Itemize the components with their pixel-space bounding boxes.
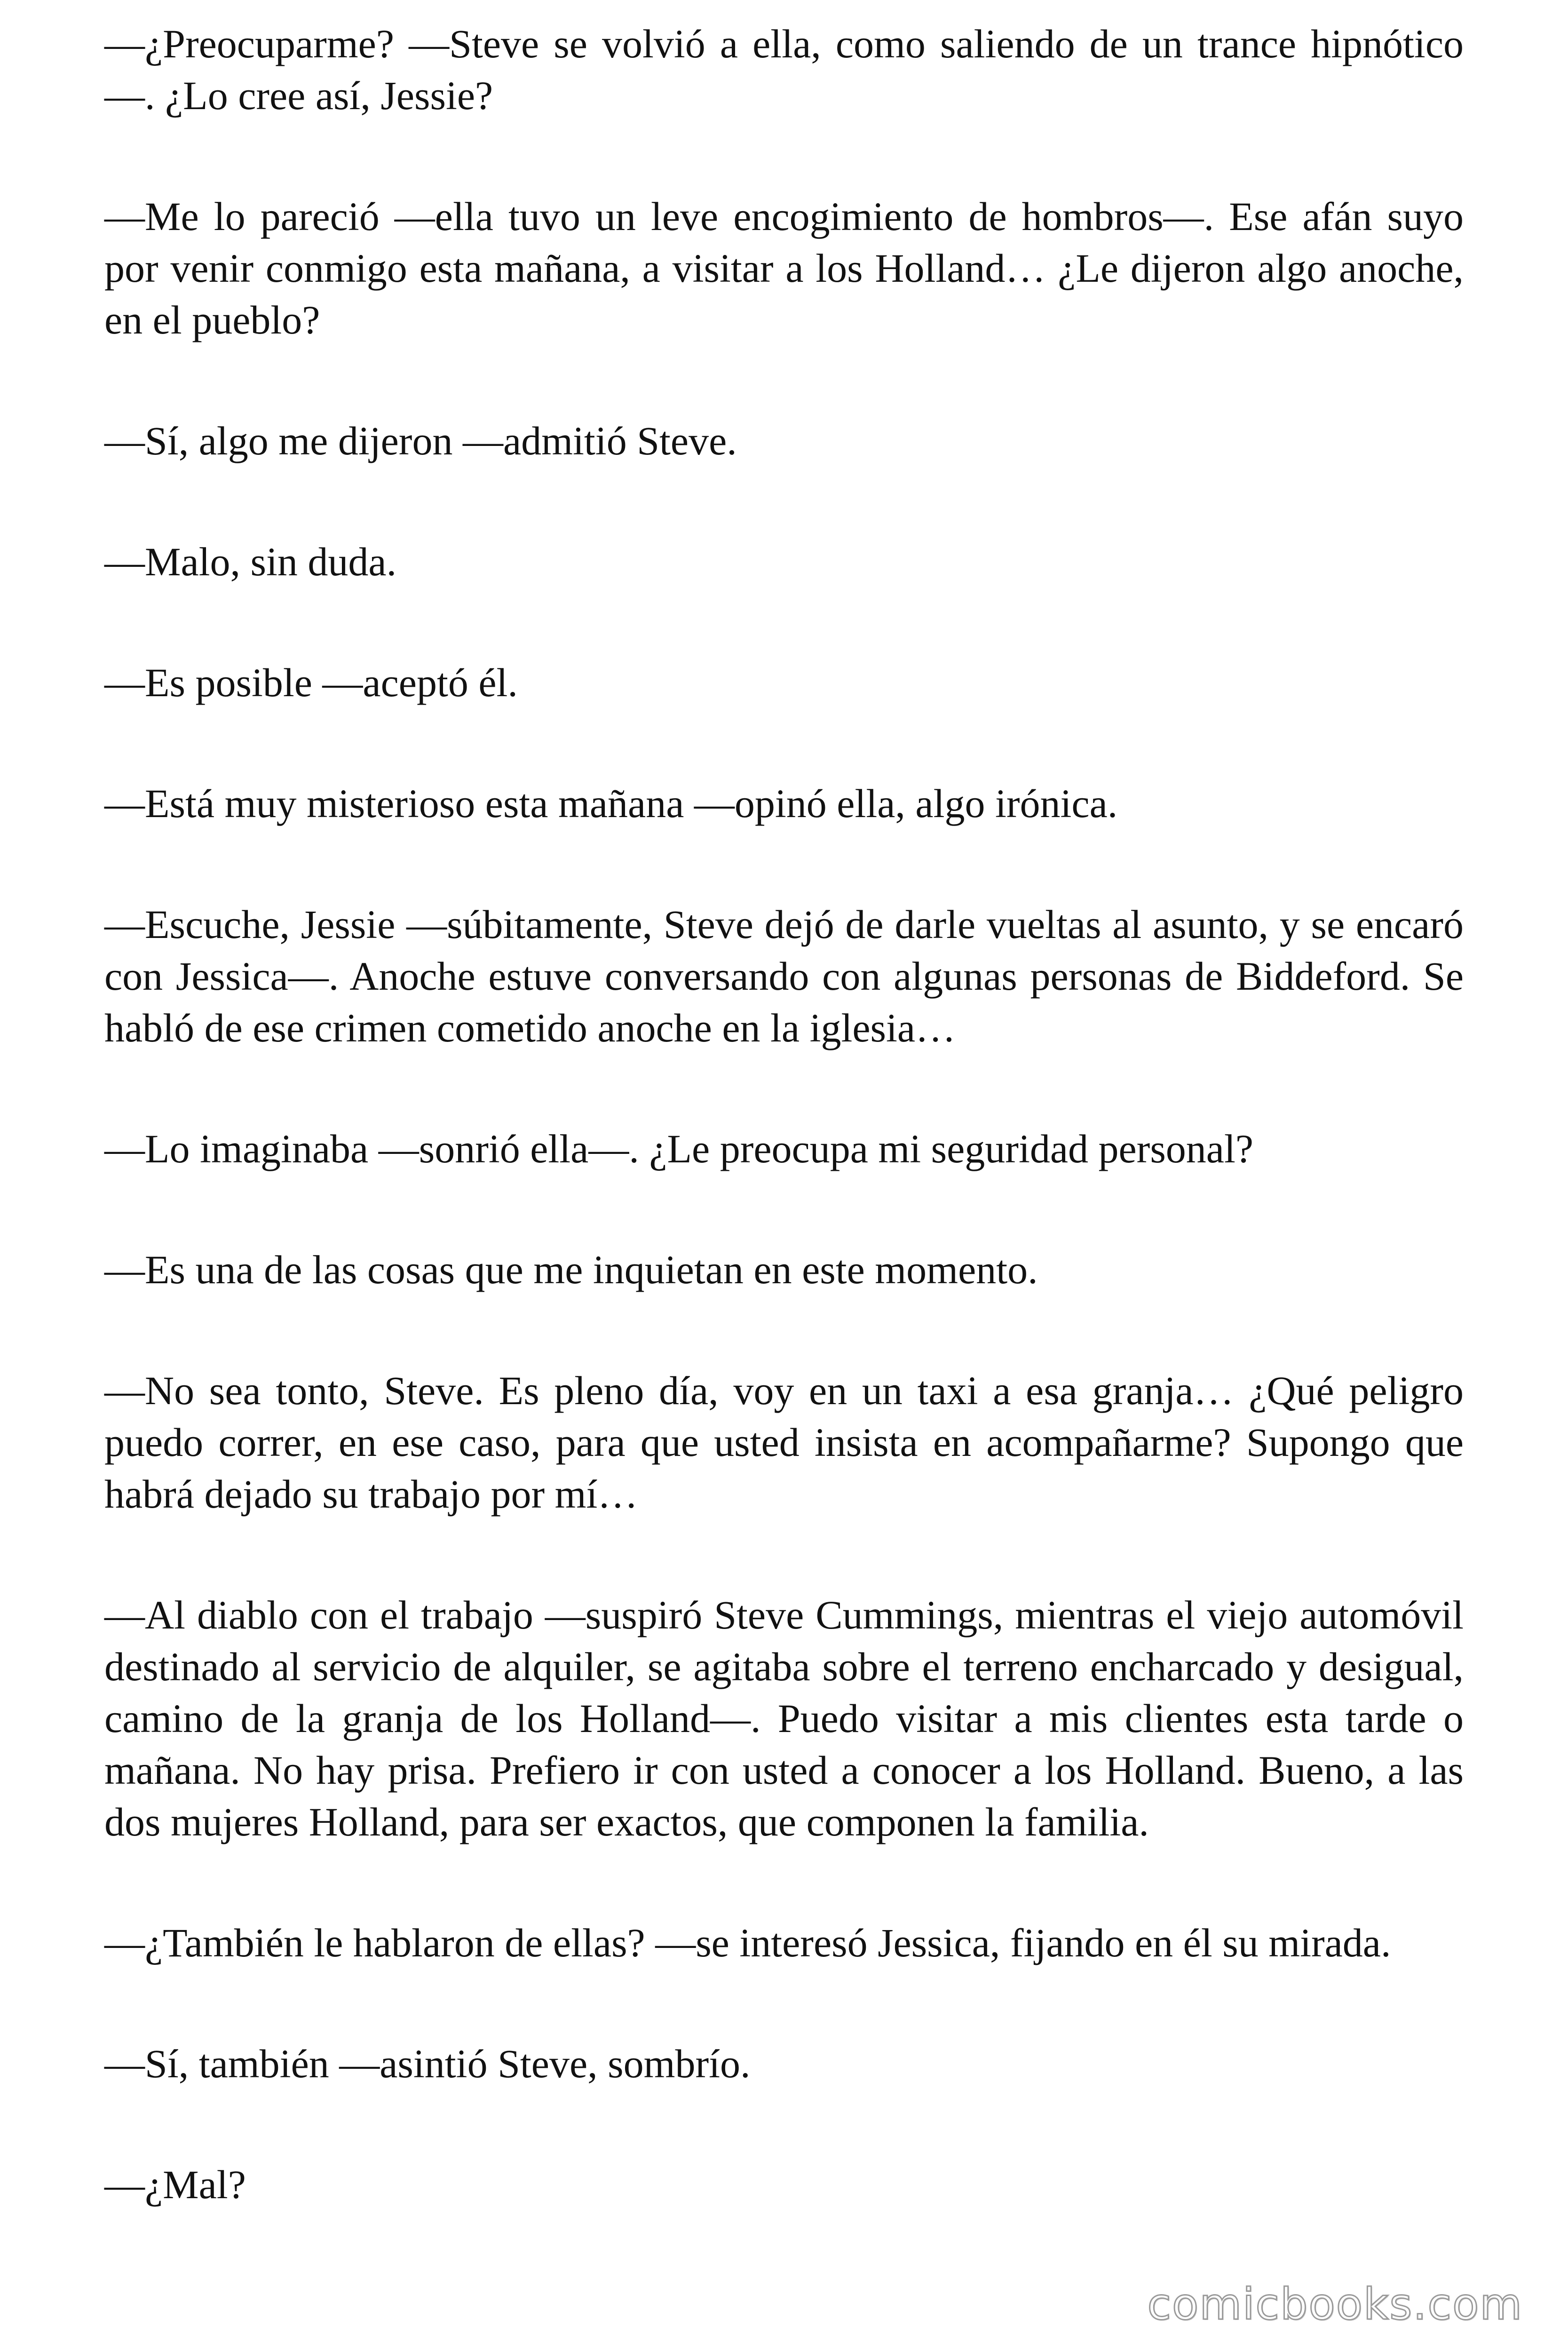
paragraph-14: —¿Mal?	[104, 2162, 246, 2207]
paragraph-4: —Malo, sin duda.	[104, 539, 397, 584]
page-text	[104, 18, 1464, 2210]
paragraph-2: —Me lo pareció —ella tuvo un leve encogimiento de hombros—. Ese afán suyo por venir conmigo esta mañana, a visitar a los Holland… ¿Le dijeron algo anoche, en el pueblo?	[104, 194, 1464, 342]
paragraph-10: —No sea tonto, Steve. Es pleno día, voy en un taxi a esa granja… ¿Qué peligro puedo correr, en ese caso, para que usted insista en acompañarme? Supongo que habrá dejado su trabajo por mí…	[104, 1368, 1464, 1517]
paragraph-11: —Al diablo con el trabajo —suspiró Steve Cummings, mientras el viejo automóvil destinado al servicio de alquiler, se agitaba sobre el terreno encharcado y desigual, camino de la granja de los Holland—. Puedo visitar a mis clientes esta tarde o mañana. No hay prisa. Prefiero ir con usted a conocer a los Holland. Bueno, a las dos mujeres Holland, para ser exactos, que componen la familia.	[104, 1592, 1464, 1844]
paragraph-13: —Sí, también —asintió Steve, sombrío.	[104, 2041, 751, 2086]
watermark-logo: comicbooks.com	[1147, 2279, 1523, 2329]
paragraph-9: —Es una de las cosas que me inquietan en este momento.	[104, 1247, 1038, 1292]
paragraph-6: —Está muy misterioso esta mañana —opinó ella, algo irónica.	[104, 781, 1118, 826]
paragraph-12: —¿También le hablaron de ellas? —se interesó Jessica, fijando en él su mirada.	[104, 1920, 1391, 1965]
paragraph-7: —Escuche, Jessie —súbitamente, Steve dejó de darle vueltas al asunto, y se encaró con Jessica—. Anoche estuve conversando con algunas personas de Biddeford. Se habló de ese crimen cometido anoche en la iglesia…	[104, 902, 1464, 1050]
paragraph-5: —Es posible —aceptó él.	[104, 660, 518, 705]
paragraph-8: —Lo imaginaba —sonrió ella—. ¿Le preocupa mi seguridad personal?	[104, 1126, 1254, 1171]
paragraph-3: —Sí, algo me dijeron —admitió Steve.	[104, 418, 737, 463]
paragraph-1: —¿Preocuparme? —Steve se volvió a ella, como saliendo de un trance hipnótico—. ¿Lo cree así, Jessie?	[104, 21, 1464, 118]
